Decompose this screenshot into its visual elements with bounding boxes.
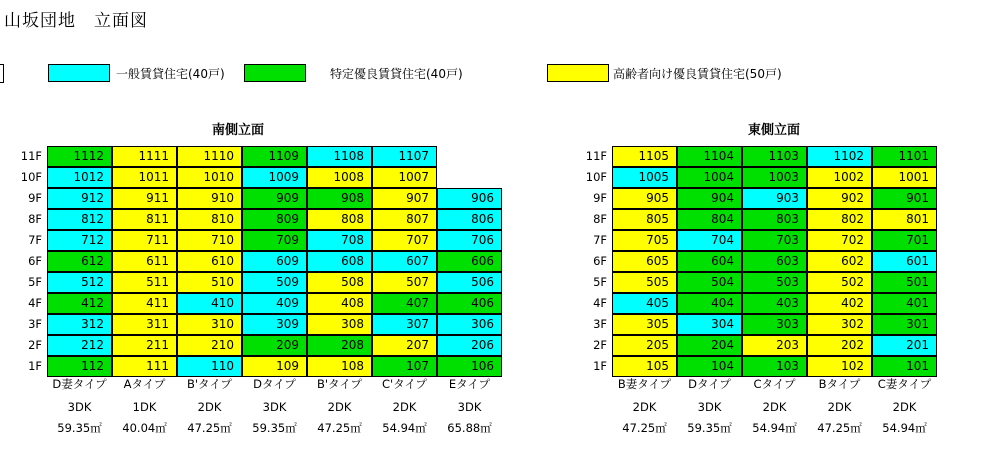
south-column-type: Aタイプ [123,377,166,391]
east-unit-cell: 402 [807,293,872,314]
south-unit-cell: 411 [112,293,177,314]
south-column-type: B'タイプ [317,377,362,391]
south-unit-cell: 1008 [307,167,372,188]
east-column-layout: 3DK [697,400,722,414]
south-unit-cell: 312 [47,314,112,335]
south-column-area: 59.35㎡ [57,421,102,435]
east-unit-cell: 1005 [612,167,677,188]
east-unit-cell: 1103 [742,146,807,167]
east-unit-cell: 703 [742,230,807,251]
east-unit-cell: 301 [872,314,937,335]
south-unit-cell: 611 [112,251,177,272]
south-unit-cell: 510 [177,272,242,293]
south-unit-cell: 506 [437,272,502,293]
south-floor-label: 7F [28,233,42,247]
east-elevation-title: 東側立面 [748,123,801,138]
south-floor-label: 3F [28,317,42,331]
south-column-type: B'タイプ [187,377,232,391]
east-column-layout: 2DK [632,400,657,414]
south-column-area: 54.94㎡ [382,421,427,435]
east-unit-cell: 204 [677,335,742,356]
east-unit-cell: 803 [742,209,807,230]
south-unit-cell: 811 [112,209,177,230]
south-unit-cell: 306 [437,314,502,335]
east-floor-label: 2F [593,338,607,352]
east-unit-cell: 903 [742,188,807,209]
south-unit-cell: 412 [47,293,112,314]
east-unit-cell: 504 [677,272,742,293]
south-unit-cell: 207 [372,335,437,356]
east-unit-cell: 105 [612,356,677,377]
south-unit-cell: 608 [307,251,372,272]
east-unit-cell: 404 [677,293,742,314]
east-unit-cell: 303 [742,314,807,335]
south-column-layout: 3DK [67,400,92,414]
south-floor-label: 9F [28,191,42,205]
east-unit-cell: 502 [807,272,872,293]
south-unit-cell: 311 [112,314,177,335]
south-unit-cell: 410 [177,293,242,314]
east-unit-cell: 203 [742,335,807,356]
south-unit-cell: 112 [47,356,112,377]
east-floor-label: 1F [593,359,607,373]
east-column-type: C妻タイプ [877,377,932,391]
east-unit-cell: 1102 [807,146,872,167]
east-unit-cell: 305 [612,314,677,335]
legend-swatch-general [48,64,110,82]
east-column-type: Cタイプ [753,377,796,391]
south-unit-cell: 708 [307,230,372,251]
south-unit-cell: 709 [242,230,307,251]
south-unit-cell: 707 [372,230,437,251]
legend-item-general [48,63,225,83]
south-unit-cell: 309 [242,314,307,335]
east-unit-cell: 805 [612,209,677,230]
legend-label-elderly: 高齢者向け優良賃貸住宅(50戸) [613,66,782,81]
south-unit-cell: 609 [242,251,307,272]
south-floor-label: 6F [28,254,42,268]
legend-label-general: 一般賃貸住宅(40戸) [116,66,225,81]
south-unit-cell: 209 [242,335,307,356]
east-unit-cell: 302 [807,314,872,335]
south-unit-cell: 1109 [242,146,307,167]
south-unit-cell: 508 [307,272,372,293]
south-column-layout: 1DK [132,400,157,414]
south-column-area: 47.25㎡ [317,421,362,435]
south-floor-label: 10F [20,170,42,184]
east-unit-cell: 602 [807,251,872,272]
east-column-area: 47.25㎡ [817,421,862,435]
south-unit-cell: 210 [177,335,242,356]
east-unit-cell: 1105 [612,146,677,167]
east-unit-cell: 901 [872,188,937,209]
east-unit-cell: 403 [742,293,807,314]
east-unit-cell: 101 [872,356,937,377]
south-unit-cell: 110 [177,356,242,377]
south-unit-cell: 610 [177,251,242,272]
east-unit-cell: 201 [872,335,937,356]
legend-edge-mark [0,64,4,83]
east-unit-cell: 801 [872,209,937,230]
south-floor-label: 5F [28,275,42,289]
east-unit-cell: 601 [872,251,937,272]
page-title: 山坂団地 立面図 [4,11,148,31]
south-column-type: D妻タイプ [52,377,107,391]
east-unit-cell: 102 [807,356,872,377]
east-floor-label: 8F [593,212,607,226]
east-unit-cell: 205 [612,335,677,356]
east-column-type: Bタイプ [818,377,861,391]
south-unit-cell: 307 [372,314,437,335]
south-column-area: 65.88㎡ [447,421,492,435]
south-column-layout: 3DK [262,400,287,414]
south-column-area: 59.35㎡ [252,421,297,435]
east-floor-label: 11F [585,149,607,163]
south-unit-cell: 107 [372,356,437,377]
east-unit-cell: 702 [807,230,872,251]
south-unit-cell: 310 [177,314,242,335]
south-unit-cell: 1011 [112,167,177,188]
legend-swatch-elderly [547,64,609,82]
east-unit-cell: 104 [677,356,742,377]
south-unit-cell: 106 [437,356,502,377]
east-floor-label: 7F [593,233,607,247]
east-unit-cell: 704 [677,230,742,251]
south-unit-cell: 1009 [242,167,307,188]
east-floor-label: 10F [585,170,607,184]
south-unit-cell: 909 [242,188,307,209]
south-unit-cell: 406 [437,293,502,314]
south-column-layout: 2DK [197,400,222,414]
legend-label-specified: 特定優良賃貸住宅(40戸) [330,66,463,81]
south-unit-cell: 907 [372,188,437,209]
south-unit-cell: 208 [307,335,372,356]
south-unit-cell: 706 [437,230,502,251]
legend-swatch-specified [244,64,306,82]
east-unit-cell: 505 [612,272,677,293]
south-unit-cell: 109 [242,356,307,377]
south-unit-cell: 912 [47,188,112,209]
legend-item-elderly [547,63,782,83]
legend-item-specified [244,63,463,83]
south-unit-cell: 1110 [177,146,242,167]
south-column-area: 40.04㎡ [122,421,167,435]
south-unit-cell: 206 [437,335,502,356]
east-unit-cell: 904 [677,188,742,209]
east-unit-cell: 401 [872,293,937,314]
south-column-layout: 2DK [392,400,417,414]
east-unit-cell: 405 [612,293,677,314]
south-unit-cell: 1111 [112,146,177,167]
east-unit-cell: 804 [677,209,742,230]
south-unit-cell: 812 [47,209,112,230]
south-floor-label: 11F [20,149,42,163]
south-column-type: Eタイプ [448,377,491,391]
east-unit-cell: 1104 [677,146,742,167]
south-column-layout: 3DK [457,400,482,414]
south-unit-cell: 1007 [372,167,437,188]
south-column-type: C'タイプ [381,377,428,391]
east-column-layout: 2DK [762,400,787,414]
east-unit-cell: 705 [612,230,677,251]
south-unit-cell: 808 [307,209,372,230]
south-unit-cell: 509 [242,272,307,293]
east-column-area: 59.35㎡ [687,421,732,435]
east-unit-cell: 304 [677,314,742,335]
east-unit-cell: 202 [807,335,872,356]
south-unit-cell: 1010 [177,167,242,188]
south-unit-cell: 507 [372,272,437,293]
south-unit-cell: 1108 [307,146,372,167]
south-unit-cell: 1112 [47,146,112,167]
east-unit-cell: 605 [612,251,677,272]
south-unit-cell: 407 [372,293,437,314]
south-unit-cell: 607 [372,251,437,272]
east-unit-cell: 604 [677,251,742,272]
south-unit-cell: 308 [307,314,372,335]
east-column-type: B妻タイプ [617,377,672,391]
east-column-type: Dタイプ [688,377,731,391]
south-unit-cell: 810 [177,209,242,230]
east-unit-cell: 1101 [872,146,937,167]
east-unit-cell: 1002 [807,167,872,188]
south-unit-cell: 1012 [47,167,112,188]
east-unit-cell: 802 [807,209,872,230]
south-unit-cell: 408 [307,293,372,314]
south-column-type: Dタイプ [253,377,296,391]
east-column-area: 54.94㎡ [882,421,927,435]
east-unit-cell: 1001 [872,167,937,188]
south-floor-label: 4F [28,296,42,310]
south-unit-cell: 409 [242,293,307,314]
south-unit-cell: 710 [177,230,242,251]
east-floor-label: 5F [593,275,607,289]
east-unit-cell: 501 [872,272,937,293]
south-elevation-title: 南側立面 [212,123,265,138]
east-unit-cell: 1003 [742,167,807,188]
south-unit-cell: 212 [47,335,112,356]
south-floor-label: 1F [28,359,42,373]
east-unit-cell: 1004 [677,167,742,188]
east-unit-cell: 701 [872,230,937,251]
south-floor-label: 8F [28,212,42,226]
south-unit-cell: 809 [242,209,307,230]
south-unit-cell: 512 [47,272,112,293]
south-unit-cell: 908 [307,188,372,209]
south-column-layout: 2DK [327,400,352,414]
south-unit-cell: 108 [307,356,372,377]
south-unit-cell: 606 [437,251,502,272]
south-unit-cell: 1107 [372,146,437,167]
south-floor-label: 2F [28,338,42,352]
south-unit-cell: 612 [47,251,112,272]
south-unit-cell: 806 [437,209,502,230]
south-unit-cell: 511 [112,272,177,293]
south-unit-cell: 807 [372,209,437,230]
south-unit-cell: 211 [112,335,177,356]
east-unit-cell: 902 [807,188,872,209]
south-unit-cell: 911 [112,188,177,209]
east-floor-label: 4F [593,296,607,310]
east-unit-cell: 603 [742,251,807,272]
east-column-layout: 2DK [892,400,917,414]
east-floor-label: 3F [593,317,607,331]
east-column-layout: 2DK [827,400,852,414]
east-unit-cell: 905 [612,188,677,209]
east-column-area: 54.94㎡ [752,421,797,435]
east-floor-label: 9F [593,191,607,205]
east-unit-cell: 503 [742,272,807,293]
east-column-area: 47.25㎡ [622,421,667,435]
east-floor-label: 6F [593,254,607,268]
east-unit-cell: 103 [742,356,807,377]
south-unit-cell: 906 [437,188,502,209]
south-unit-cell: 711 [112,230,177,251]
south-column-area: 47.25㎡ [187,421,232,435]
south-unit-cell: 712 [47,230,112,251]
south-unit-cell: 111 [112,356,177,377]
south-unit-cell: 910 [177,188,242,209]
